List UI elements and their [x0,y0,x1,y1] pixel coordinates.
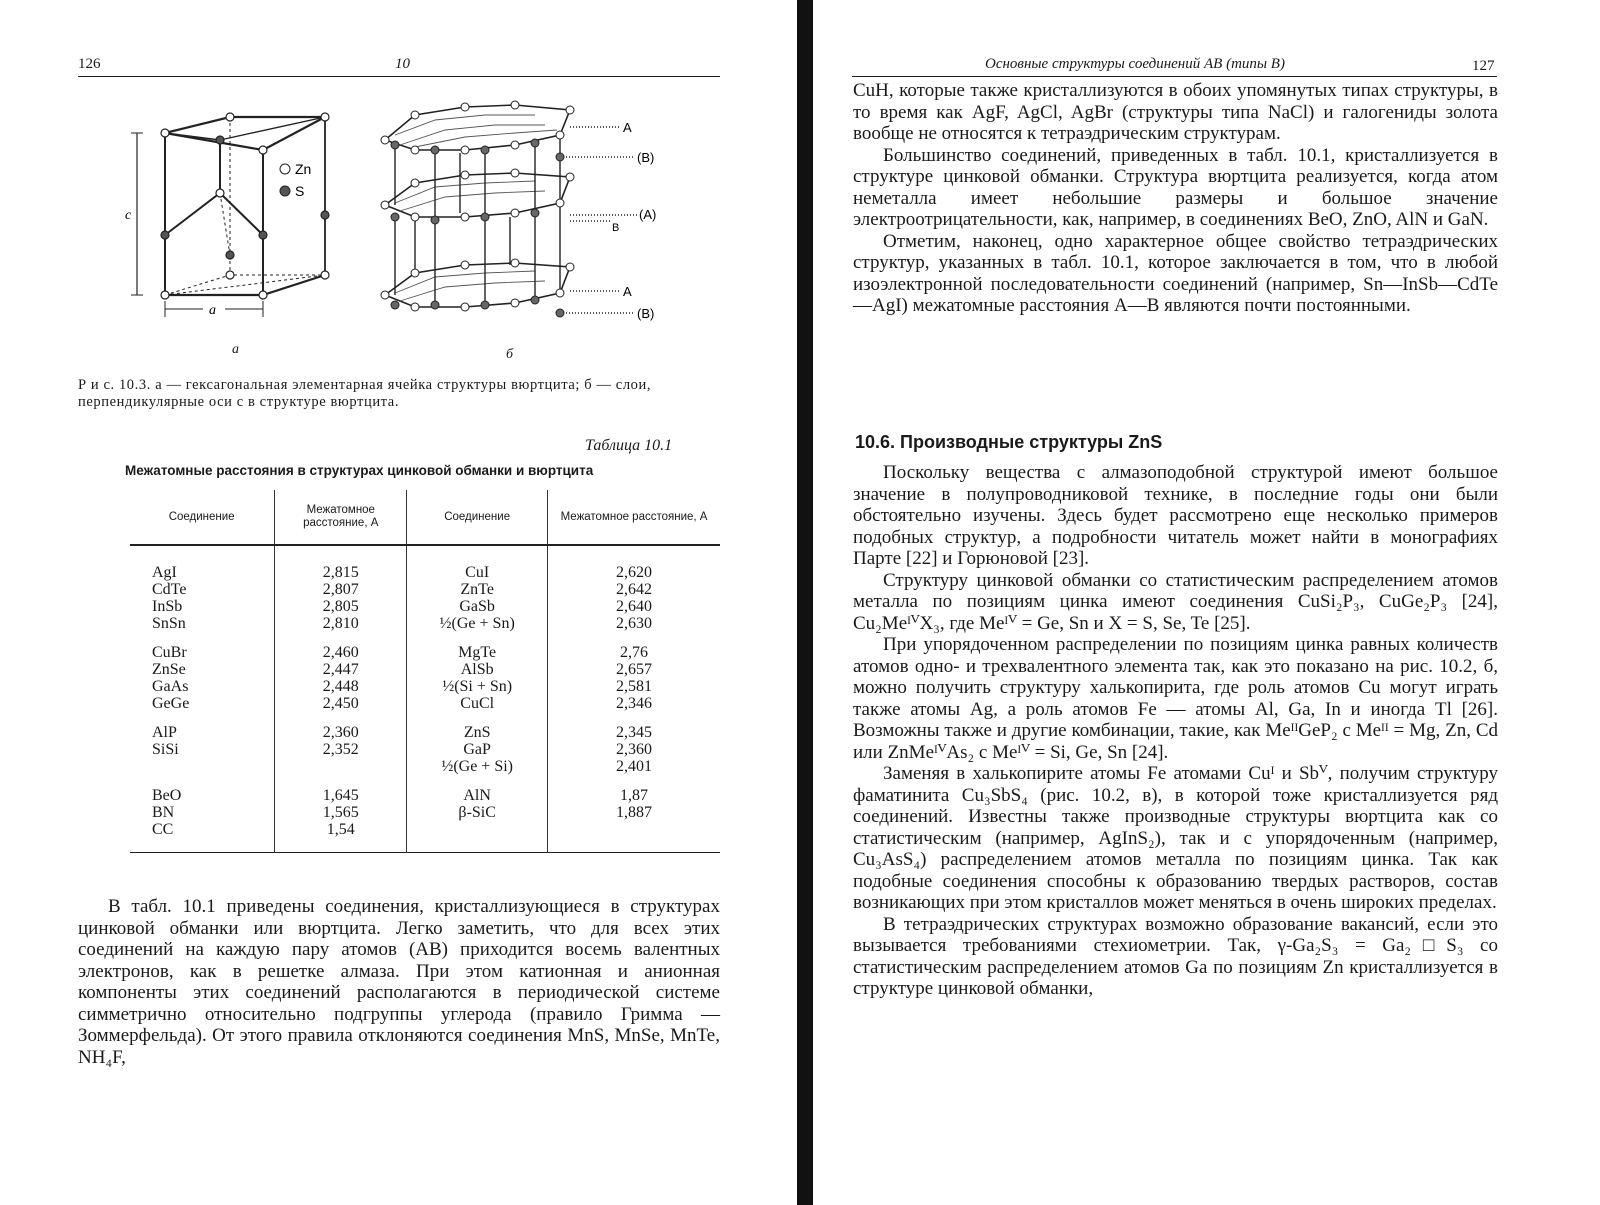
table-cell: 1,887 [548,804,720,821]
left-body-text [78,896,720,1068]
paragraph: Отметим, наконец, одно характерное общее свойство тетраэдрических структур, указанных в табл. 10.1, которое заключается в том, что в любой изоэлектронной последовательности соединений (например, Sn—InSb—CdTe—AgI) межатомные расстояния А—В являются почти постоянными. [853,230,1498,316]
chapter-number: 10 [395,56,410,72]
table-row [130,695,720,712]
table-cell: CuI [407,545,548,581]
figure-sublabel-a: а [232,342,239,357]
table-cell: AlP [152,724,177,741]
table-header: Соединение [407,490,548,545]
table-cell: 2,657 [548,661,720,678]
table-cell: MgTe [407,632,548,661]
table-row [130,741,720,758]
table-cell: AlN [407,775,548,804]
table-label: Таблица 10.1 [585,437,673,454]
table-row [130,758,720,775]
table-cell: GaP [407,741,548,758]
table-cell: 1,565 [275,804,407,821]
layer-label-2: (B) [637,150,655,165]
table-row [130,821,720,853]
table-cell: BN [152,804,175,821]
table-cell: GaAs [152,678,189,695]
table-cell: ½(Si + Sn) [407,678,548,695]
table-cell: 2,815 [275,545,407,581]
table-cell: 1,54 [275,821,407,853]
layer-label-4: B [612,222,620,234]
table-cell: AgI [152,564,177,581]
table-cell: ZnSe [152,661,186,678]
table-cell: 2,460 [275,632,407,661]
figure-wurtzite-layers [375,95,675,335]
table-row [130,545,720,581]
paragraph: В табл. 10.1 приведены соединения, кристаллизующиеся в структурах цинковой обманки или вюртцита. Легко заметить, что для всех этих соединений на каждую пару атомов (АВ) приходится восемь валентных электронов, как в решетке алмаза. При этом катионная и анионная компоненты этих соединений располагаются в периодической системе симметрично относительно подгруппы углерода (правило Гримма — Зоммерфельда). От этого правила отклоняются соединения MnS, MnSe, MnTe, NH₄F, [78,896,720,1068]
table-cell: 2,76 [548,632,720,661]
table-cell: ½(Ge + Si) [407,758,548,775]
running-title: Основные структуры соединений АВ (типы В) [985,56,1285,72]
table-cell: 2,360 [275,712,407,741]
paragraph: CuH, которые также кристаллизуются в обоих упомянутых типах структуры, в то время как AgF, AgCl, AgBr (структуры типа NaCl) и галогениды золота вообще не относятся к тетраэдрическим структурам. [853,80,1498,144]
table-cell: 2,807 [275,581,407,598]
table-cell: 2,447 [275,661,407,678]
table-cell: β-SiC [407,804,548,821]
layer-label-6: (B) [637,306,655,321]
table-cell: 2,620 [548,545,720,581]
header-rule-left [78,76,720,77]
table-cell: CuBr [152,644,187,661]
table-cell: 2,642 [548,581,720,598]
table-row [130,615,720,632]
table-cell [130,758,275,775]
caption-prefix: Р и с. 10.3. [78,377,151,393]
table-cell: 1,87 [548,775,720,804]
table-cell [548,821,720,853]
paragraph: В тетраэдрических структурах возможно образование вакансий, если это вызывается требованиями стехиометрии. Так, γ-Ga₂S₃ = Ga₂□S₃ со статистическим распределением атомов Ga по позициям Zn кристаллизуется в структуре цинковой обманки, [853,913,1498,999]
table-row [130,632,720,661]
axis-a-label: a [209,303,216,318]
paragraph: При упорядоченном распределении по позициям цинка равных количеств атомов одно- и трехвалентного элемента так, как это показано на рис. 10.2, б, можно получить структуру халькопирита, где роль атомов Cu могут играть также атомы Ag, а роль атомов Fe — атомы Al, Ga, In и иногда Tl [26]. Возможны также и другие комбинации, такие, как MeᴵᴵGeP₂ с Meᴵᴵ = Mg, Zn, Cd или ZnMeᴵⱽAs₂ с Meᴵⱽ = Si, Ge, Sn [24]. [853,634,1498,763]
table-cell: BeO [152,787,182,804]
table-cell: 2,640 [548,598,720,615]
table-cell: 2,448 [275,678,407,695]
section-heading: 10.6. Производные структуры ZnS [855,432,1163,452]
layer-label-3: (A) [639,207,657,222]
table-cell: SiSi [152,741,179,758]
table-cell: 2,450 [275,695,407,712]
table-row [130,661,720,678]
paragraph: Большинство соединений, приведенных в табл. 10.1, кристаллизуется в структуре цинковой обманки. Структура вюртцита реализуется, когда атом неметалла имеет небольшие размеры и большое значение электроотрицательности, как, например, в соединениях BeO, ZnO, AlN и GaN. [853,144,1498,230]
table-cell: ZnS [407,712,548,741]
table-row [130,804,720,821]
interatomic-distance-table [130,490,720,853]
table-cell: 2,346 [548,695,720,712]
table-row [130,712,720,741]
figure-unit-cell [125,95,365,325]
table-cell: 2,401 [548,758,720,775]
figure-sublabel-b: б [506,347,514,362]
right-body-top [853,80,1498,317]
table-cell: 2,352 [275,741,407,758]
table-header: Межатомное расстояние, А [548,490,720,545]
header-rule-right [852,76,1497,77]
table-row [130,775,720,804]
table-header: Соединение [168,510,235,523]
table-cell: 2,345 [548,712,720,741]
table-cell: SnSn [152,615,186,632]
table-cell: ½(Ge + Sn) [407,615,548,632]
table-cell: CdTe [152,581,187,598]
table-cell: 2,360 [548,741,720,758]
layer-label-1: A [623,120,632,135]
figure-caption [78,377,728,411]
table-cell: InSb [152,598,183,615]
table-title: Межатомные расстояния в структурах цинковой обманки и вюртцита [125,463,594,478]
table-cell: 2,810 [275,615,407,632]
legend-zn: Zn [295,161,312,177]
table-header: Межатомное расстояние, А [275,490,407,545]
table-cell: CuCl [407,695,548,712]
table-row [130,678,720,695]
table-row [130,598,720,615]
paragraph: Заменяя в халькопирите атомы Fe атомами Cuᴵ и Sbⱽ, получим структуру фаматинита Cu₃SbS₄ (рис. 10.2, в), в которой тоже кристаллизуется ряд соединений. Известны также производные структуры вюртцита как со статистическим (например, AgInS₂), так и с упорядоченным (например, Cu₃AsS₄) распределением атомов металла по позициям цинка. Так как подобные соединения способны к образованию твердых растворов, состав возникающих при этом кристаллов может меняться в очень широких пределах. [853,763,1498,913]
paragraph: Структуру цинковой обманки со статистическим распределением атомов металла по позициям цинка имеют соединения CuSi₂P₃, CuGe₂P₃ [24], Cu₂MeᴵⱽX₃, где Meᴵⱽ = Ge, Sn и X = S, Se, Te [25]. [853,569,1498,634]
right-body-bottom [853,462,1498,1000]
caption-body: а — гексагональная элементарная ячейка структуры вюртцита; б — слои, перпендикулярные оси с в структуре вюртцита. [78,377,652,410]
table-cell [407,821,548,853]
table-cell: 2,805 [275,598,407,615]
page-number-right: 127 [1472,58,1495,74]
table-cell: 2,581 [548,678,720,695]
table-cell: 2,630 [548,615,720,632]
table-cell: GaSb [407,598,548,615]
table-header-row [130,490,720,545]
table-cell: ZnTe [407,581,548,598]
layer-label-5: A [623,284,632,299]
book-spine [797,0,813,1205]
page-number-left: 126 [78,56,101,72]
table-cell: 1,645 [275,775,407,804]
table-cell [275,758,407,775]
table-row [130,581,720,598]
table-cell: CC [152,821,174,838]
legend-s: S [295,183,305,199]
table-cell: AlSb [407,661,548,678]
paragraph: Поскольку вещества с алмазоподобной структурой имеют большое значение в полупроводниковой технике, в последние годы они были обстоятельно изучены. Здесь будет рассмотрено еще несколько примеров подобных структур, а подробности читатель может найти в монографиях Парте [22] и Горюновой [23]. [853,462,1498,569]
axis-c-label: c [125,208,132,223]
table-cell: GeGe [152,695,190,712]
